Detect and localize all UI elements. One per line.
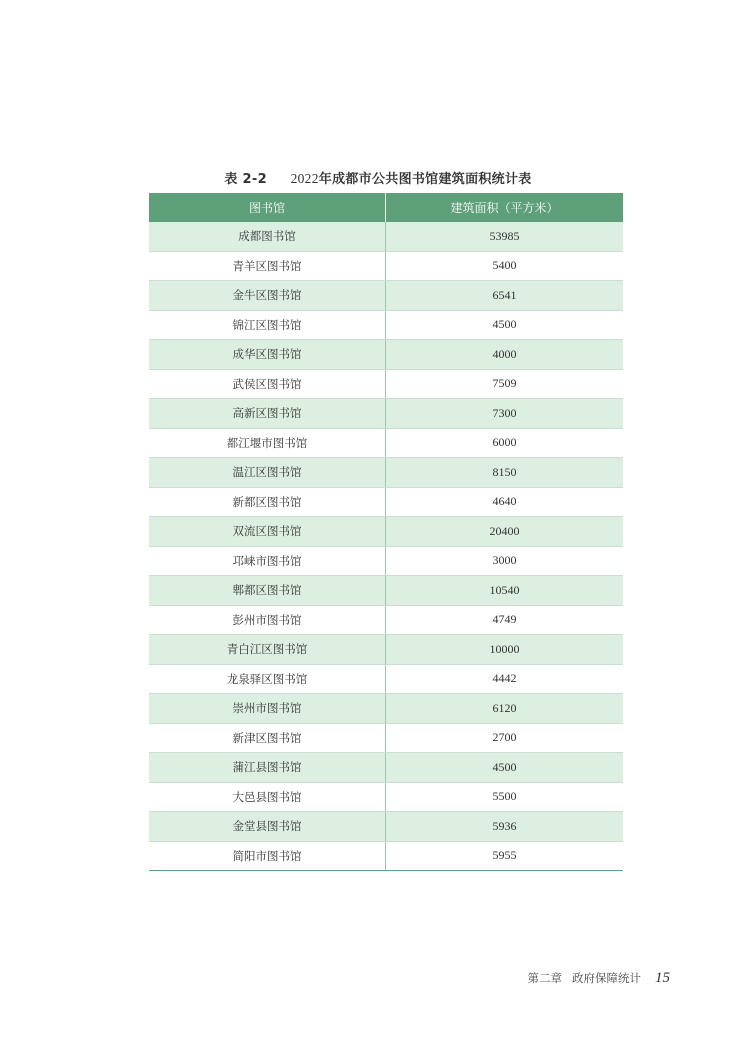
library-name-cell: 龙泉驿区图书馆 [149,664,386,694]
library-name-cell: 金牛区图书馆 [149,281,386,311]
table-row [149,576,623,606]
library-name-cell: 新津区图书馆 [149,723,386,753]
library-name-cell: 成华区图书馆 [149,340,386,370]
table-row [149,222,623,251]
footer-section: 政府保障统计 [572,971,641,985]
table-title [0,168,756,187]
header-area: 建筑面积（平方米） [386,193,624,222]
area-value-cell: 4500 [386,310,624,340]
area-value-cell: 7509 [386,369,624,399]
table-row [149,458,623,488]
table-row [149,251,623,281]
area-value-cell: 6541 [386,281,624,311]
footer-chapter: 第二章 [527,971,562,985]
library-name-cell: 简阳市图书馆 [149,841,386,871]
area-value-cell: 3000 [386,546,624,576]
area-value-cell: 4640 [386,487,624,517]
area-value-cell: 4000 [386,340,624,370]
table-row [149,369,623,399]
library-name-cell: 青羊区图书馆 [149,251,386,281]
library-name-cell: 邛崃市图书馆 [149,546,386,576]
library-name-cell: 锦江区图书馆 [149,310,386,340]
library-name-cell: 蒲江县图书馆 [149,753,386,783]
header-library: 图书馆 [149,193,386,222]
area-value-cell: 10000 [386,635,624,665]
area-value-cell: 5955 [386,841,624,871]
library-name-cell: 青白江区图书馆 [149,635,386,665]
area-value-cell: 6120 [386,694,624,724]
area-value-cell: 4442 [386,664,624,694]
table-body [149,222,623,871]
area-value-cell: 5936 [386,812,624,842]
table-row [149,487,623,517]
page-footer [528,970,671,987]
table-row [149,694,623,724]
area-value-cell: 5400 [386,251,624,281]
table-row [149,310,623,340]
library-name-cell: 高新区图书馆 [149,399,386,429]
library-name-cell: 彭州市图书馆 [149,605,386,635]
table-row [149,841,623,871]
area-value-cell: 7300 [386,399,624,429]
library-name-cell: 大邑县图书馆 [149,782,386,812]
library-name-cell: 双流区图书馆 [149,517,386,547]
table-row [149,635,623,665]
area-value-cell: 4500 [386,753,624,783]
table-row [149,605,623,635]
area-value-cell: 2700 [386,723,624,753]
library-name-cell: 武侯区图书馆 [149,369,386,399]
table-row [149,723,623,753]
library-name-cell: 金堂县图书馆 [149,812,386,842]
library-area-table [149,193,623,871]
table-row [149,517,623,547]
table-number: 表 2-2 [224,172,267,187]
page-number: 15 [655,970,670,986]
table-year: 2022 [290,171,319,186]
area-value-cell: 10540 [386,576,624,606]
table-row [149,399,623,429]
library-name-cell: 温江区图书馆 [149,458,386,488]
table-header-row [149,193,623,222]
area-value-cell: 53985 [386,222,624,251]
area-value-cell: 5500 [386,782,624,812]
table-row [149,340,623,370]
area-value-cell: 8150 [386,458,624,488]
table-row [149,281,623,311]
library-name-cell: 郫都区图书馆 [149,576,386,606]
table-row [149,546,623,576]
table-row [149,753,623,783]
library-name-cell: 都江堰市图书馆 [149,428,386,458]
table-row [149,428,623,458]
area-value-cell: 20400 [386,517,624,547]
library-name-cell: 崇州市图书馆 [149,694,386,724]
table-title-text: 年成都市公共图书馆建筑面积统计表 [318,172,532,187]
area-value-cell: 6000 [386,428,624,458]
area-value-cell: 4749 [386,605,624,635]
table-row [149,782,623,812]
library-name-cell: 新都区图书馆 [149,487,386,517]
table-row [149,812,623,842]
library-name-cell: 成都图书馆 [149,222,386,251]
table-row [149,664,623,694]
